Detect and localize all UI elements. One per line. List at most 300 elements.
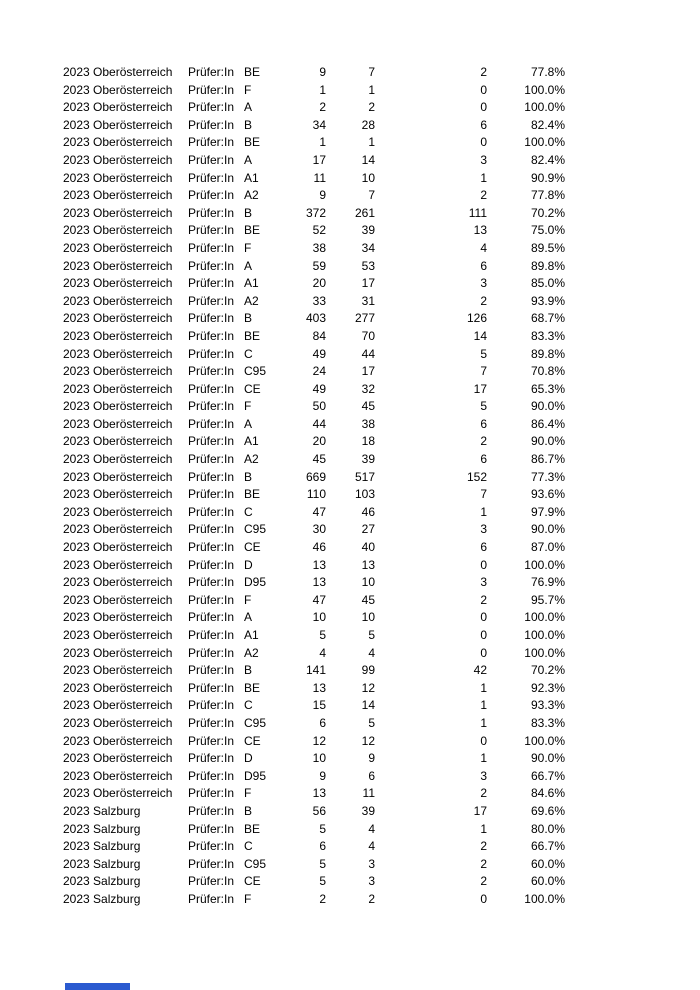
cell-pass-rate: 68.7% bbox=[530, 311, 565, 326]
cell-examiner-label: Prüfer:In bbox=[188, 311, 235, 326]
cell-pass-rate: 87.0% bbox=[530, 540, 565, 555]
cell-count-failed: 1 bbox=[480, 170, 487, 185]
cell-count-failed: 111 bbox=[468, 205, 487, 220]
bottom-blue-bar bbox=[65, 983, 130, 990]
cell-pass-rate: 97.9% bbox=[530, 504, 565, 519]
table-row bbox=[0, 310, 700, 328]
cell-count-total: 84 bbox=[312, 328, 326, 343]
cell-count-total: 13 bbox=[312, 786, 326, 801]
table-row bbox=[0, 187, 700, 205]
cell-year-region: 2023 Oberösterreich bbox=[63, 240, 173, 255]
cell-license-class: A1 bbox=[244, 276, 259, 291]
cell-pass-rate: 100.0% bbox=[524, 557, 565, 572]
cell-count-passed: 5 bbox=[368, 715, 375, 730]
cell-year-region: 2023 Oberösterreich bbox=[63, 522, 173, 537]
cell-count-passed: 17 bbox=[361, 364, 375, 379]
cell-examiner-label: Prüfer:In bbox=[188, 540, 235, 555]
cell-count-failed: 0 bbox=[480, 82, 487, 97]
cell-license-class: C bbox=[244, 698, 253, 713]
cell-count-passed: 14 bbox=[361, 152, 375, 167]
cell-license-class: B bbox=[244, 663, 253, 678]
cell-pass-rate: 82.4% bbox=[530, 117, 565, 132]
cell-count-passed: 5 bbox=[368, 628, 375, 642]
table-row bbox=[0, 645, 700, 663]
cell-count-total: 5 bbox=[319, 874, 326, 889]
cell-license-class: BE bbox=[244, 135, 261, 150]
cell-count-failed: 5 bbox=[480, 399, 487, 414]
cell-examiner-label: Prüfer:In bbox=[188, 522, 235, 537]
cell-license-class: F bbox=[244, 786, 252, 801]
table-row bbox=[0, 891, 700, 909]
cell-license-class: F bbox=[244, 240, 252, 255]
cell-year-region: 2023 Oberösterreich bbox=[63, 276, 173, 291]
cell-examiner-label: Prüfer:In bbox=[188, 487, 235, 502]
cell-examiner-label: Prüfer:In bbox=[188, 205, 235, 220]
cell-count-passed: 18 bbox=[361, 434, 375, 449]
table-row bbox=[0, 821, 700, 839]
cell-count-passed: 261 bbox=[354, 205, 375, 220]
cell-license-class: C bbox=[244, 346, 253, 361]
cell-examiner-label: Prüfer:In bbox=[188, 645, 235, 660]
cell-count-passed: 103 bbox=[354, 487, 375, 502]
cell-year-region: 2023 Oberösterreich bbox=[63, 434, 173, 449]
cell-examiner-label: Prüfer:In bbox=[188, 293, 235, 308]
cell-count-total: 15 bbox=[312, 698, 326, 713]
cell-year-region: 2023 Salzburg bbox=[63, 891, 141, 906]
cell-examiner-label: Prüfer:In bbox=[188, 557, 235, 572]
cell-count-passed: 14 bbox=[361, 698, 375, 713]
cell-year-region: 2023 Oberösterreich bbox=[63, 65, 173, 79]
cell-count-total: 110 bbox=[306, 487, 326, 502]
cell-examiner-label: Prüfer:In bbox=[188, 117, 235, 132]
cell-examiner-label: Prüfer:In bbox=[188, 170, 235, 185]
cell-count-passed: 99 bbox=[361, 663, 375, 678]
cell-license-class: CE bbox=[244, 540, 261, 555]
cell-pass-rate: 95.7% bbox=[530, 592, 565, 607]
cell-year-region: 2023 Oberösterreich bbox=[63, 416, 173, 431]
cell-pass-rate: 76.9% bbox=[530, 575, 565, 590]
cell-count-passed: 39 bbox=[361, 803, 375, 818]
cell-count-total: 372 bbox=[305, 205, 326, 220]
cell-pass-rate: 82.4% bbox=[530, 152, 565, 167]
cell-license-class: B bbox=[244, 205, 253, 220]
cell-count-total: 46 bbox=[312, 540, 326, 555]
cell-examiner-label: Prüfer:In bbox=[188, 698, 235, 713]
cell-license-class: BE bbox=[244, 487, 261, 502]
cell-year-region: 2023 Oberösterreich bbox=[63, 205, 173, 220]
cell-year-region: 2023 Oberösterreich bbox=[63, 82, 173, 97]
cell-year-region: 2023 Salzburg bbox=[63, 856, 141, 871]
cell-count-failed: 17 bbox=[473, 381, 487, 396]
cell-examiner-label: Prüfer:In bbox=[188, 328, 235, 343]
cell-count-failed: 2 bbox=[480, 786, 487, 801]
cell-count-passed: 9 bbox=[368, 751, 375, 766]
cell-count-failed: 2 bbox=[480, 65, 487, 79]
table-row bbox=[0, 592, 700, 610]
cell-license-class: C95 bbox=[244, 715, 267, 730]
cell-count-total: 49 bbox=[312, 381, 326, 396]
table-row bbox=[0, 750, 700, 768]
cell-examiner-label: Prüfer:In bbox=[188, 240, 235, 255]
cell-pass-rate: 66.7% bbox=[530, 839, 565, 854]
cell-year-region: 2023 Oberösterreich bbox=[63, 751, 173, 766]
cell-count-failed: 42 bbox=[473, 663, 487, 678]
cell-examiner-label: Prüfer:In bbox=[188, 258, 235, 273]
cell-pass-rate: 70.2% bbox=[530, 663, 565, 678]
cell-pass-rate: 66.7% bbox=[530, 768, 565, 783]
cell-count-passed: 13 bbox=[361, 557, 375, 572]
cell-pass-rate: 77.8% bbox=[530, 65, 565, 79]
cell-license-class: BE bbox=[244, 223, 261, 238]
cell-count-total: 38 bbox=[312, 240, 326, 255]
cell-count-failed: 0 bbox=[480, 628, 487, 642]
cell-pass-rate: 84.6% bbox=[530, 786, 565, 801]
cell-pass-rate: 75.0% bbox=[530, 223, 565, 238]
cell-examiner-label: Prüfer:In bbox=[188, 821, 235, 836]
cell-pass-rate: 90.0% bbox=[530, 399, 565, 414]
cell-count-total: 9 bbox=[319, 188, 326, 203]
cell-year-region: 2023 Salzburg bbox=[63, 803, 141, 818]
cell-examiner-label: Prüfer:In bbox=[188, 786, 235, 801]
cell-license-class: A bbox=[244, 258, 253, 273]
cell-count-passed: 31 bbox=[361, 293, 375, 308]
cell-year-region: 2023 Oberösterreich bbox=[63, 540, 173, 555]
cell-pass-rate: 90.0% bbox=[530, 751, 565, 766]
cell-count-passed: 277 bbox=[354, 311, 375, 326]
cell-count-failed: 0 bbox=[480, 733, 487, 748]
cell-examiner-label: Prüfer:In bbox=[188, 575, 235, 590]
cell-year-region: 2023 Oberösterreich bbox=[63, 188, 173, 203]
cell-license-class: A1 bbox=[244, 170, 259, 185]
cell-examiner-label: Prüfer:In bbox=[188, 188, 235, 203]
cell-examiner-label: Prüfer:In bbox=[188, 733, 235, 748]
cell-count-failed: 7 bbox=[480, 487, 487, 502]
cell-count-passed: 34 bbox=[361, 240, 375, 255]
cell-count-failed: 2 bbox=[480, 839, 487, 854]
cell-count-failed: 2 bbox=[480, 434, 487, 449]
cell-pass-rate: 60.0% bbox=[530, 874, 565, 889]
cell-count-total: 44 bbox=[312, 416, 326, 431]
cell-license-class: D bbox=[244, 557, 253, 572]
cell-license-class: B bbox=[244, 117, 253, 132]
cell-count-total: 52 bbox=[312, 223, 326, 238]
cell-count-total: 47 bbox=[312, 592, 326, 607]
cell-year-region: 2023 Oberösterreich bbox=[63, 698, 173, 713]
cell-year-region: 2023 Oberösterreich bbox=[63, 487, 173, 502]
cell-year-region: 2023 Oberösterreich bbox=[63, 117, 173, 132]
cell-pass-rate: 100.0% bbox=[524, 82, 565, 97]
cell-count-total: 56 bbox=[312, 803, 326, 818]
cell-count-failed: 0 bbox=[480, 100, 487, 115]
cell-count-total: 403 bbox=[305, 311, 326, 326]
cell-count-passed: 32 bbox=[361, 381, 375, 396]
cell-count-failed: 1 bbox=[480, 821, 487, 836]
cell-license-class: D bbox=[244, 751, 253, 766]
cell-year-region: 2023 Oberösterreich bbox=[63, 346, 173, 361]
cell-examiner-label: Prüfer:In bbox=[188, 223, 235, 238]
cell-pass-rate: 89.5% bbox=[530, 240, 565, 255]
cell-examiner-label: Prüfer:In bbox=[188, 135, 235, 150]
cell-examiner-label: Prüfer:In bbox=[188, 592, 235, 607]
cell-count-failed: 2 bbox=[480, 874, 487, 889]
cell-year-region: 2023 Oberösterreich bbox=[63, 469, 173, 484]
cell-examiner-label: Prüfer:In bbox=[188, 715, 235, 730]
cell-pass-rate: 100.0% bbox=[524, 628, 565, 642]
cell-year-region: 2023 Oberösterreich bbox=[63, 223, 173, 238]
table-row bbox=[0, 398, 700, 416]
table-row bbox=[0, 222, 700, 240]
cell-count-passed: 12 bbox=[361, 680, 375, 695]
cell-count-failed: 2 bbox=[480, 592, 487, 607]
cell-count-passed: 44 bbox=[361, 346, 375, 361]
cell-examiner-label: Prüfer:In bbox=[188, 680, 235, 695]
cell-count-passed: 39 bbox=[361, 223, 375, 238]
cell-year-region: 2023 Oberösterreich bbox=[63, 504, 173, 519]
cell-license-class: A2 bbox=[244, 645, 259, 660]
cell-count-passed: 39 bbox=[361, 452, 375, 467]
cell-pass-rate: 83.3% bbox=[530, 328, 565, 343]
cell-license-class: F bbox=[244, 82, 252, 97]
cell-year-region: 2023 Salzburg bbox=[63, 874, 141, 889]
cell-count-passed: 10 bbox=[361, 170, 375, 185]
cell-count-total: 12 bbox=[312, 733, 326, 748]
cell-examiner-label: Prüfer:In bbox=[188, 504, 235, 519]
cell-examiner-label: Prüfer:In bbox=[188, 768, 235, 783]
cell-pass-rate: 89.8% bbox=[530, 346, 565, 361]
cell-pass-rate: 100.0% bbox=[524, 733, 565, 748]
cell-count-passed: 7 bbox=[368, 65, 375, 79]
cell-count-failed: 14 bbox=[473, 328, 487, 343]
cell-pass-rate: 93.3% bbox=[530, 698, 565, 713]
cell-examiner-label: Prüfer:In bbox=[188, 628, 235, 642]
cell-count-passed: 53 bbox=[361, 258, 375, 273]
cell-year-region: 2023 Oberösterreich bbox=[63, 100, 173, 115]
table-row bbox=[0, 328, 700, 346]
cell-license-class: A bbox=[244, 152, 253, 167]
cell-year-region: 2023 Oberösterreich bbox=[63, 557, 173, 572]
cell-examiner-label: Prüfer:In bbox=[188, 452, 235, 467]
cell-year-region: 2023 Oberösterreich bbox=[63, 328, 173, 343]
cell-year-region: 2023 Oberösterreich bbox=[63, 364, 173, 379]
cell-license-class: B bbox=[244, 803, 253, 818]
cell-count-total: 2 bbox=[319, 100, 326, 115]
cell-pass-rate: 100.0% bbox=[524, 135, 565, 150]
cell-count-failed: 2 bbox=[480, 293, 487, 308]
cell-year-region: 2023 Oberösterreich bbox=[63, 399, 173, 414]
cell-count-failed: 7 bbox=[480, 364, 487, 379]
cell-license-class: C bbox=[244, 504, 253, 519]
cell-count-total: 20 bbox=[312, 276, 326, 291]
cell-count-total: 6 bbox=[319, 715, 326, 730]
table-row bbox=[0, 346, 700, 364]
cell-license-class: A2 bbox=[244, 188, 259, 203]
cell-count-passed: 1 bbox=[368, 135, 375, 150]
table-row bbox=[0, 99, 700, 117]
cell-count-passed: 11 bbox=[362, 786, 375, 801]
table-row bbox=[0, 82, 700, 100]
cell-count-total: 59 bbox=[312, 258, 326, 273]
cell-count-failed: 6 bbox=[480, 258, 487, 273]
table-row bbox=[0, 539, 700, 557]
table-row bbox=[0, 680, 700, 698]
table-row bbox=[0, 785, 700, 803]
cell-year-region: 2023 Oberösterreich bbox=[63, 311, 173, 326]
cell-pass-rate: 93.6% bbox=[530, 487, 565, 502]
cell-count-failed: 5 bbox=[480, 346, 487, 361]
cell-examiner-label: Prüfer:In bbox=[188, 469, 235, 484]
cell-count-passed: 45 bbox=[361, 399, 375, 414]
cell-count-total: 30 bbox=[312, 522, 326, 537]
table-row bbox=[0, 170, 700, 188]
cell-count-passed: 70 bbox=[361, 328, 375, 343]
cell-count-failed: 126 bbox=[466, 311, 487, 326]
cell-count-failed: 152 bbox=[466, 469, 487, 484]
cell-year-region: 2023 Oberösterreich bbox=[63, 610, 173, 625]
cell-pass-rate: 83.3% bbox=[530, 715, 565, 730]
cell-license-class: A1 bbox=[244, 628, 259, 642]
cell-count-failed: 0 bbox=[480, 645, 487, 660]
cell-examiner-label: Prüfer:In bbox=[188, 152, 235, 167]
table-row bbox=[0, 205, 700, 223]
cell-count-failed: 6 bbox=[480, 416, 487, 431]
cell-count-total: 33 bbox=[312, 293, 326, 308]
cell-license-class: C95 bbox=[244, 856, 267, 871]
cell-count-failed: 0 bbox=[480, 135, 487, 150]
cell-license-class: A bbox=[244, 100, 253, 115]
cell-count-failed: 2 bbox=[480, 856, 487, 871]
cell-count-passed: 4 bbox=[368, 645, 375, 660]
table-row bbox=[0, 469, 700, 487]
cell-license-class: B bbox=[244, 469, 253, 484]
cell-count-failed: 1 bbox=[480, 504, 487, 519]
results-table bbox=[0, 64, 700, 909]
cell-count-passed: 2 bbox=[368, 100, 375, 115]
cell-count-total: 13 bbox=[312, 680, 326, 695]
table-row bbox=[0, 293, 700, 311]
cell-count-passed: 4 bbox=[368, 821, 375, 836]
cell-count-failed: 1 bbox=[480, 698, 487, 713]
cell-year-region: 2023 Salzburg bbox=[63, 839, 141, 854]
cell-count-total: 5 bbox=[319, 628, 326, 642]
cell-count-passed: 28 bbox=[361, 117, 375, 132]
table-row bbox=[0, 381, 700, 399]
cell-count-total: 13 bbox=[312, 575, 326, 590]
cell-count-total: 9 bbox=[319, 65, 326, 79]
table-row bbox=[0, 240, 700, 258]
cell-count-total: 10 bbox=[312, 610, 326, 625]
cell-count-total: 45 bbox=[312, 452, 326, 467]
cell-count-passed: 1 bbox=[368, 82, 375, 97]
cell-count-failed: 0 bbox=[480, 557, 487, 572]
cell-year-region: 2023 Oberösterreich bbox=[63, 645, 173, 660]
cell-examiner-label: Prüfer:In bbox=[188, 803, 235, 818]
cell-license-class: D95 bbox=[244, 575, 267, 590]
cell-examiner-label: Prüfer:In bbox=[188, 434, 235, 449]
cell-count-passed: 3 bbox=[368, 874, 375, 889]
cell-year-region: 2023 Oberösterreich bbox=[63, 452, 173, 467]
cell-pass-rate: 69.6% bbox=[530, 803, 565, 818]
cell-count-total: 11 bbox=[313, 170, 326, 185]
cell-year-region: 2023 Oberösterreich bbox=[63, 592, 173, 607]
cell-count-total: 5 bbox=[319, 821, 326, 836]
cell-license-class: CE bbox=[244, 381, 261, 396]
table-row bbox=[0, 873, 700, 891]
cell-examiner-label: Prüfer:In bbox=[188, 100, 235, 115]
table-row bbox=[0, 662, 700, 680]
cell-pass-rate: 93.9% bbox=[530, 293, 565, 308]
cell-license-class: C95 bbox=[244, 522, 267, 537]
cell-pass-rate: 90.0% bbox=[530, 434, 565, 449]
cell-pass-rate: 77.3% bbox=[530, 469, 565, 484]
cell-license-class: A1 bbox=[244, 434, 259, 449]
cell-count-total: 141 bbox=[305, 663, 326, 678]
table-row bbox=[0, 733, 700, 751]
cell-count-total: 24 bbox=[312, 364, 326, 379]
cell-count-failed: 3 bbox=[480, 575, 487, 590]
cell-count-total: 1 bbox=[319, 82, 326, 97]
cell-examiner-label: Prüfer:In bbox=[188, 663, 235, 678]
cell-examiner-label: Prüfer:In bbox=[188, 856, 235, 871]
cell-license-class: A2 bbox=[244, 293, 259, 308]
table-row bbox=[0, 117, 700, 135]
cell-license-class: F bbox=[244, 592, 252, 607]
cell-license-class: BE bbox=[244, 821, 261, 836]
cell-count-total: 34 bbox=[312, 117, 326, 132]
cell-license-class: F bbox=[244, 399, 252, 414]
cell-pass-rate: 70.2% bbox=[530, 205, 565, 220]
cell-examiner-label: Prüfer:In bbox=[188, 874, 235, 889]
table-row bbox=[0, 363, 700, 381]
cell-count-passed: 12 bbox=[361, 733, 375, 748]
cell-count-passed: 17 bbox=[361, 276, 375, 291]
cell-pass-rate: 70.8% bbox=[530, 364, 565, 379]
cell-year-region: 2023 Oberösterreich bbox=[63, 768, 173, 783]
table-row bbox=[0, 557, 700, 575]
cell-pass-rate: 100.0% bbox=[524, 100, 565, 115]
table-row bbox=[0, 574, 700, 592]
cell-count-failed: 3 bbox=[480, 152, 487, 167]
table-row bbox=[0, 504, 700, 522]
cell-examiner-label: Prüfer:In bbox=[188, 891, 235, 906]
cell-count-passed: 10 bbox=[361, 610, 375, 625]
cell-count-failed: 6 bbox=[480, 117, 487, 132]
cell-count-total: 4 bbox=[319, 645, 326, 660]
cell-year-region: 2023 Oberösterreich bbox=[63, 152, 173, 167]
cell-examiner-label: Prüfer:In bbox=[188, 65, 235, 79]
cell-examiner-label: Prüfer:In bbox=[188, 381, 235, 396]
cell-year-region: 2023 Oberösterreich bbox=[63, 170, 173, 185]
table-row bbox=[0, 697, 700, 715]
cell-examiner-label: Prüfer:In bbox=[188, 276, 235, 291]
cell-year-region: 2023 Oberösterreich bbox=[63, 733, 173, 748]
cell-count-total: 10 bbox=[312, 751, 326, 766]
cell-year-region: 2023 Oberösterreich bbox=[63, 575, 173, 590]
cell-count-failed: 13 bbox=[473, 223, 487, 238]
cell-license-class: C bbox=[244, 839, 253, 854]
cell-license-class: BE bbox=[244, 680, 261, 695]
cell-count-failed: 4 bbox=[480, 240, 487, 255]
cell-year-region: 2023 Oberösterreich bbox=[63, 258, 173, 273]
cell-count-failed: 6 bbox=[480, 540, 487, 555]
cell-pass-rate: 65.3% bbox=[530, 381, 565, 396]
cell-count-total: 17 bbox=[312, 152, 326, 167]
cell-count-total: 669 bbox=[305, 469, 326, 484]
cell-pass-rate: 90.0% bbox=[530, 522, 565, 537]
cell-count-total: 47 bbox=[312, 504, 326, 519]
cell-license-class: CE bbox=[244, 874, 261, 889]
table-row bbox=[0, 134, 700, 152]
cell-license-class: A bbox=[244, 610, 253, 625]
